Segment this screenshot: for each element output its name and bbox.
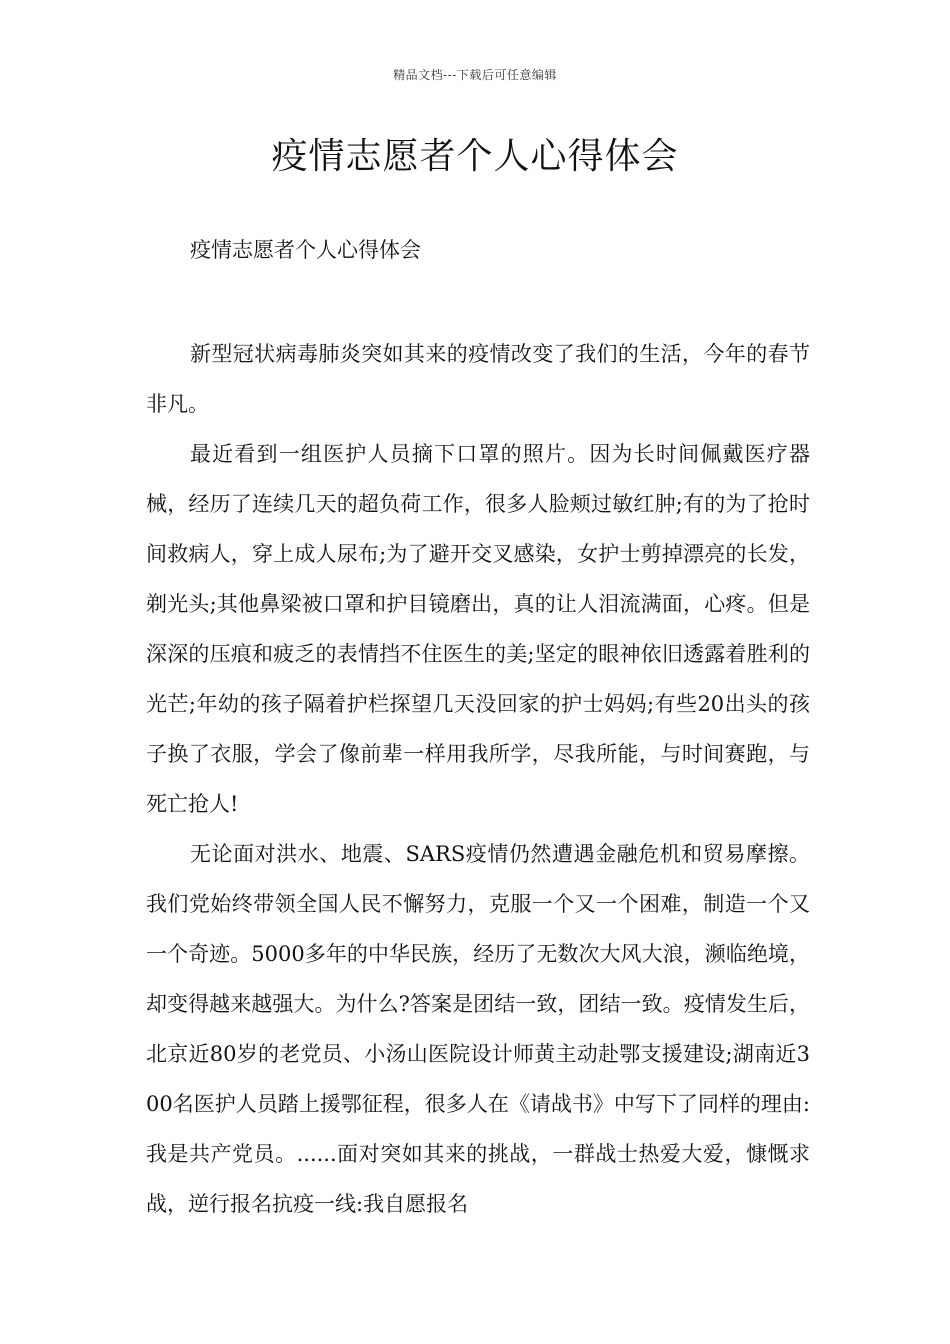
document-body: [146, 329, 810, 1229]
document-subtitle: 疫情志愿者个人心得体会: [190, 238, 421, 262]
document-title: 疫情志愿者个人心得体会: [271, 136, 679, 177]
body-paragraph-1: 新型冠状病毒肺炎突如其来的疫情改变了我们的生活，今年的春节非凡。: [146, 342, 810, 416]
header-note: 精品文档---下载后可任意编辑: [393, 68, 557, 82]
body-paragraph-3: 无论面对洪水、地震、SARS疫情仍然遭遇金融危机和贸易摩擦。我们党始终带领全国人民不懈努力，克服一个又一个困难，制造一个又一个奇迹。5000多年的中华民族，经历了无数次大风大浪，濒临绝境，却变得越来越强大。为什么?答案是团结一致，团结一致。疫情发生后，北京近80岁的老党员、小汤山医院设计师黄主动赴鄂支援建设;湖南近300名医护人员踏上援鄂征程，很多人在《请战书》中写下了同样的理由:我是共产党员。......面对突如其来的挑战，一群战士热爱大爱，慷慨求战，逆行报名抗疫一线:我自愿报名: [146, 842, 810, 1216]
body-paragraph-2: 最近看到一组医护人员摘下口罩的照片。因为长时间佩戴医疗器械，经历了连续几天的超负荷工作，很多人脸颊过敏红肿;有的为了抢时间救病人，穿上成人尿布;为了避开交叉感染，女护士剪掉漂亮的长发，剃光头;其他鼻梁被口罩和护目镜磨出，真的让人泪流满面，心疼。但是深深的压痕和疲乏的表情挡不住医生的美;坚定的眼神依旧透露着胜利的光芒;年幼的孩子隔着护栏探望几天没回家的护士妈妈;有些20出头的孩子换了衣服，学会了像前辈一样用我所学，尽我所能，与时间赛跑，与死亡抢人!: [146, 442, 810, 816]
